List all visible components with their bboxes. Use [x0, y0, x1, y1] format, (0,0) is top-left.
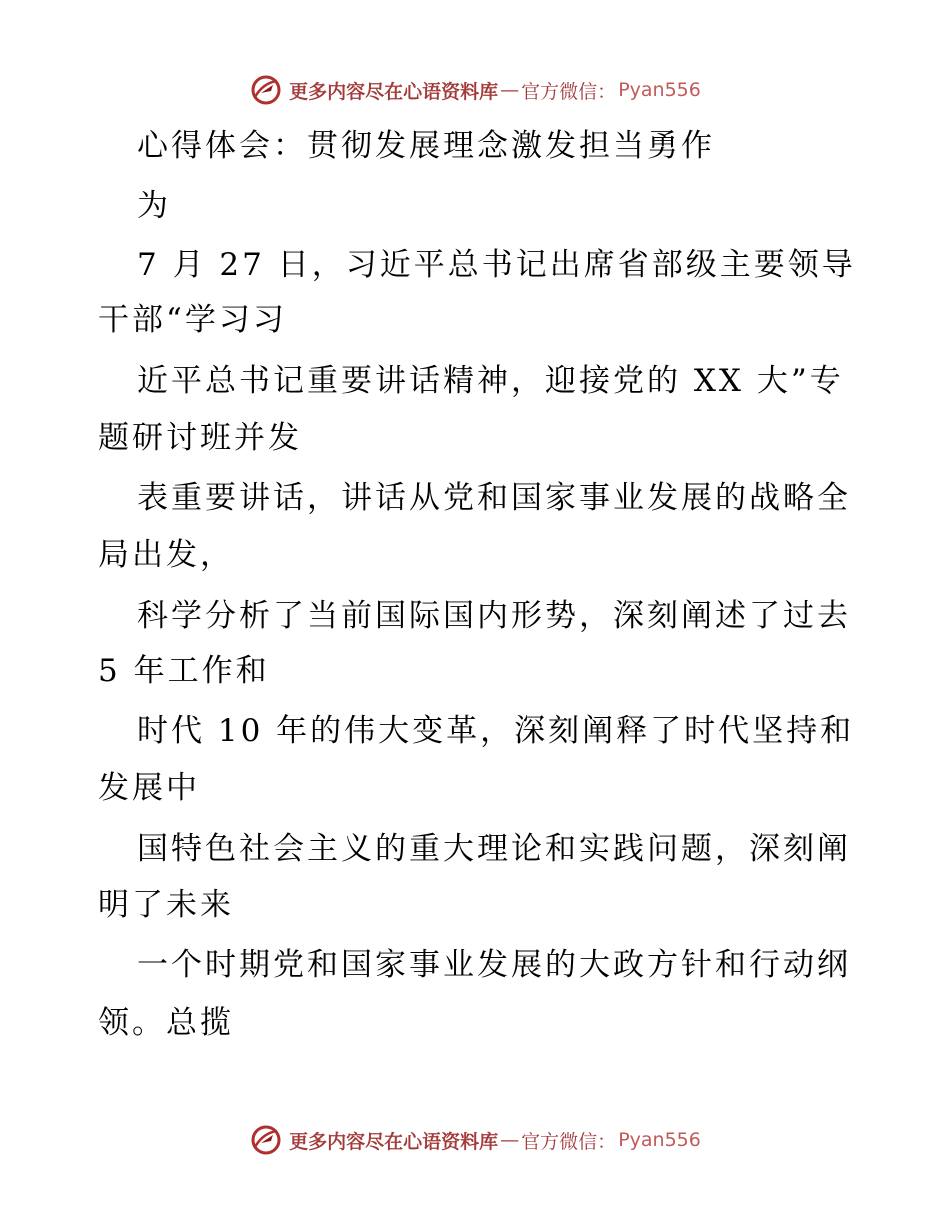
doc-line: 时代 10 年的伟大变革，深刻阐释了时代坚持和 — [137, 713, 855, 749]
doc-line: 表重要讲话，讲话从党和国家事业发展的战略全 — [137, 480, 851, 516]
doc-line: 领。总揽 — [98, 1005, 234, 1041]
doc-line: 5 年工作和 — [98, 653, 270, 689]
banner-main-text: 更多内容尽在心语资料库 — [289, 80, 499, 103]
banner-wechat-label: 官方微信： — [521, 1130, 617, 1153]
pen-swirl-logo-icon — [249, 1123, 283, 1157]
header-banner — [0, 72, 950, 108]
pen-swirl-logo-icon — [249, 73, 283, 107]
doc-line: 近平总书记重要讲话精神，迎接党的 XX 大”专 — [137, 363, 844, 399]
footer-banner — [0, 1122, 950, 1158]
doc-line: 题研讨班并发 — [98, 420, 302, 456]
doc-line: 发展中 — [98, 770, 200, 806]
banner-separator: — — [500, 1129, 520, 1151]
doc-line: 科学分析了当前国际国内形势，深刻阐述了过去 — [137, 598, 851, 634]
doc-line: 明了未来 — [98, 887, 234, 923]
doc-title-line: 心得体会：贯彻发展理念激发担当勇作 — [137, 128, 715, 164]
doc-line: 一个时期党和国家事业发展的大政方针和行动纲 — [137, 947, 851, 983]
banner-wechat-label: 官方微信： — [521, 80, 617, 103]
doc-line: 干部“学习习 — [98, 302, 287, 338]
banner-wechat-id: Pyan556 — [618, 1129, 701, 1151]
banner-separator: — — [500, 79, 520, 101]
banner-main-text: 更多内容尽在心语资料库 — [289, 1130, 499, 1153]
banner-wechat-id: Pyan556 — [618, 79, 701, 101]
doc-line: 7 月 27 日，习近平总书记出席省部级主要领导 — [137, 247, 856, 283]
doc-line: 国特色社会主义的重大理论和实践问题，深刻阐 — [137, 831, 851, 867]
doc-line: 局出发， — [98, 537, 234, 573]
doc-line: 为 — [137, 188, 171, 224]
